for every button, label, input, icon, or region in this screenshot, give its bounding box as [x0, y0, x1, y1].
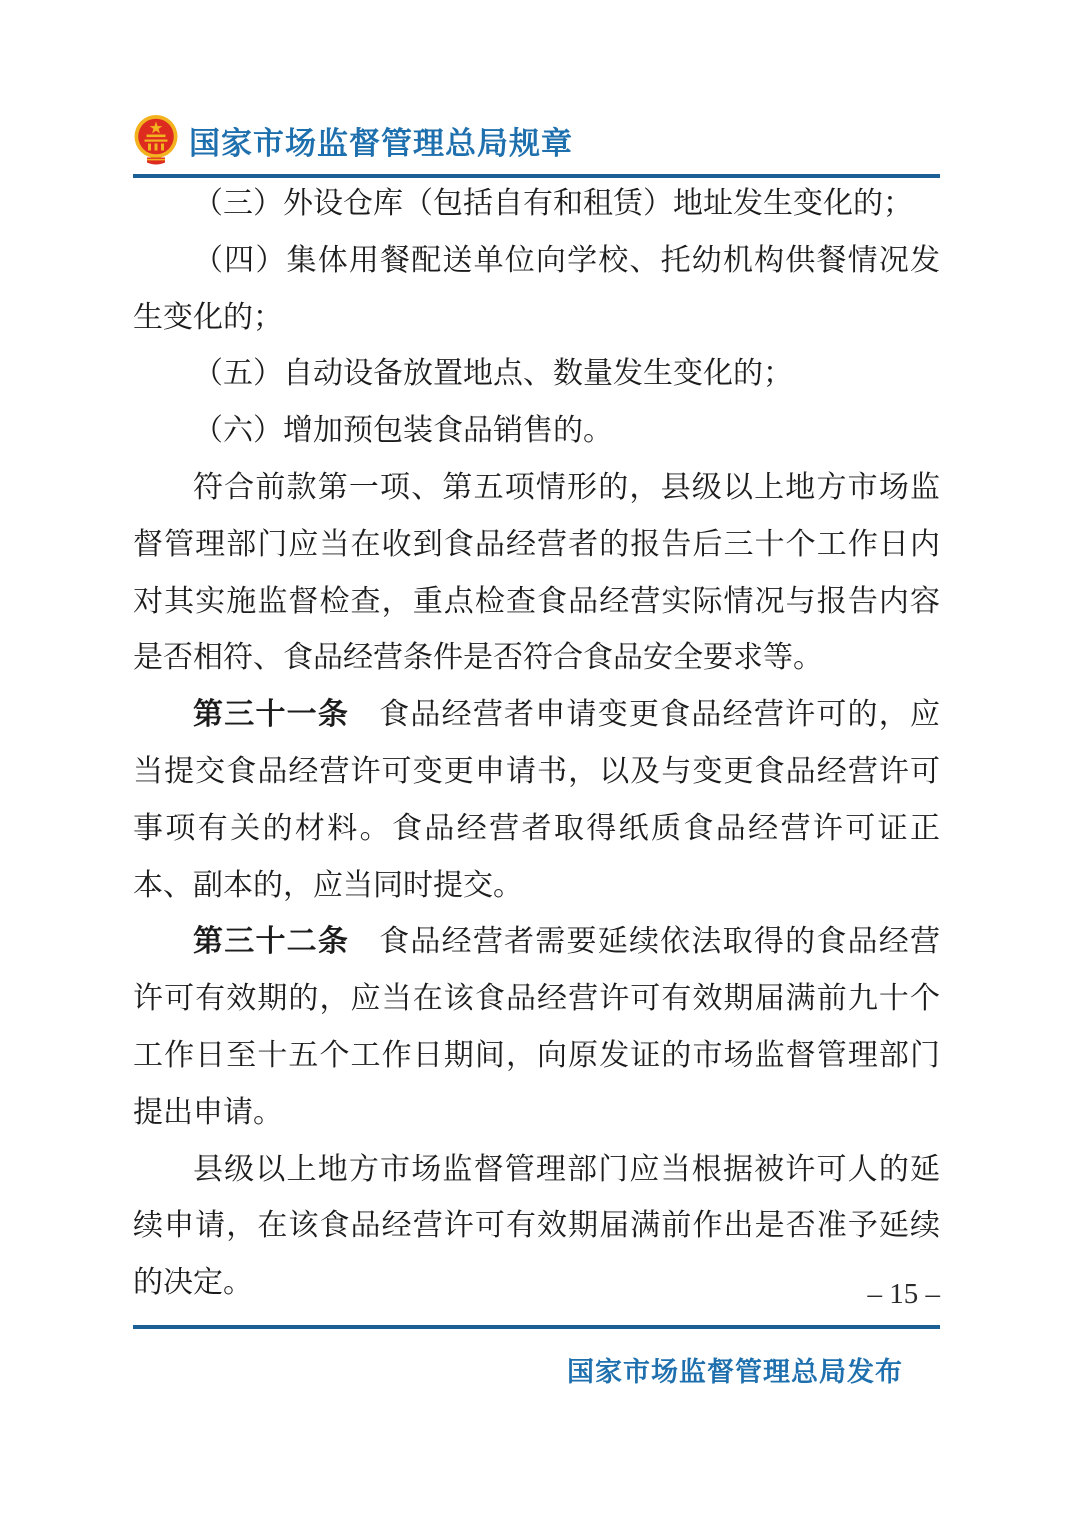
body-paragraph [133, 403, 940, 460]
body-paragraph [133, 914, 940, 1141]
document-body [133, 176, 940, 1312]
paragraph-text: 食品经营者需要延续依法取得的食品经营许可有效期的，应当在该食品经营许可有效期届满前九十个工作日至十五个工作日期间，向原发证的市场监督管理部门提出申请。 [133, 925, 941, 1129]
header-title: 国家市场监督管理总局规章 [189, 125, 573, 161]
page-number: – 15 – [867, 1278, 940, 1310]
paragraph-text: （五）自动设备放置地点、数量发生变化的； [193, 357, 793, 391]
body-paragraph [133, 233, 940, 347]
body-paragraph [133, 346, 940, 403]
page-header [133, 114, 940, 166]
paragraph-text: （三）外设仓库（包括自有和租赁）地址发生变化的； [193, 187, 913, 220]
body-paragraph [133, 176, 940, 233]
china-national-emblem-icon [133, 114, 179, 166]
footer-rule [133, 1325, 940, 1329]
article-number: 第三十一条 [193, 698, 350, 732]
body-paragraph [133, 460, 940, 687]
body-paragraph [133, 687, 940, 914]
article-number: 第三十二条 [193, 925, 350, 959]
paragraph-text: 县级以上地方市场监督管理部门应当根据被许可人的延续申请，在该食品经营许可有效期届满前作出是否准予延续的决定。 [133, 1152, 940, 1300]
page-number-row [133, 1278, 940, 1311]
paragraph-text: （四）集体用餐配送单位向学校、托幼机构供餐情况发生变化的； [133, 243, 940, 334]
paragraph-text: （六）增加预包装食品销售的。 [193, 414, 613, 448]
footer-publisher: 国家市场监督管理总局发布 [567, 1357, 903, 1387]
paragraph-text: 食品经营者申请变更食品经营许可的，应当提交食品经营许可变更申请书，以及与变更食品经营许可事项有关的材料。食品经营者取得纸质食品经营许可证正本、副本的，应当同时提交。 [133, 698, 941, 902]
paragraph-text: 符合前款第一项、第五项情形的，县级以上地方市场监督管理部门应当在收到食品经营者的报告后三十个工作日内对其实施监督检查，重点检查食品经营实际情况与报告内容是否相符、食品经营条件是否符合食品安全要求等。 [133, 470, 940, 675]
